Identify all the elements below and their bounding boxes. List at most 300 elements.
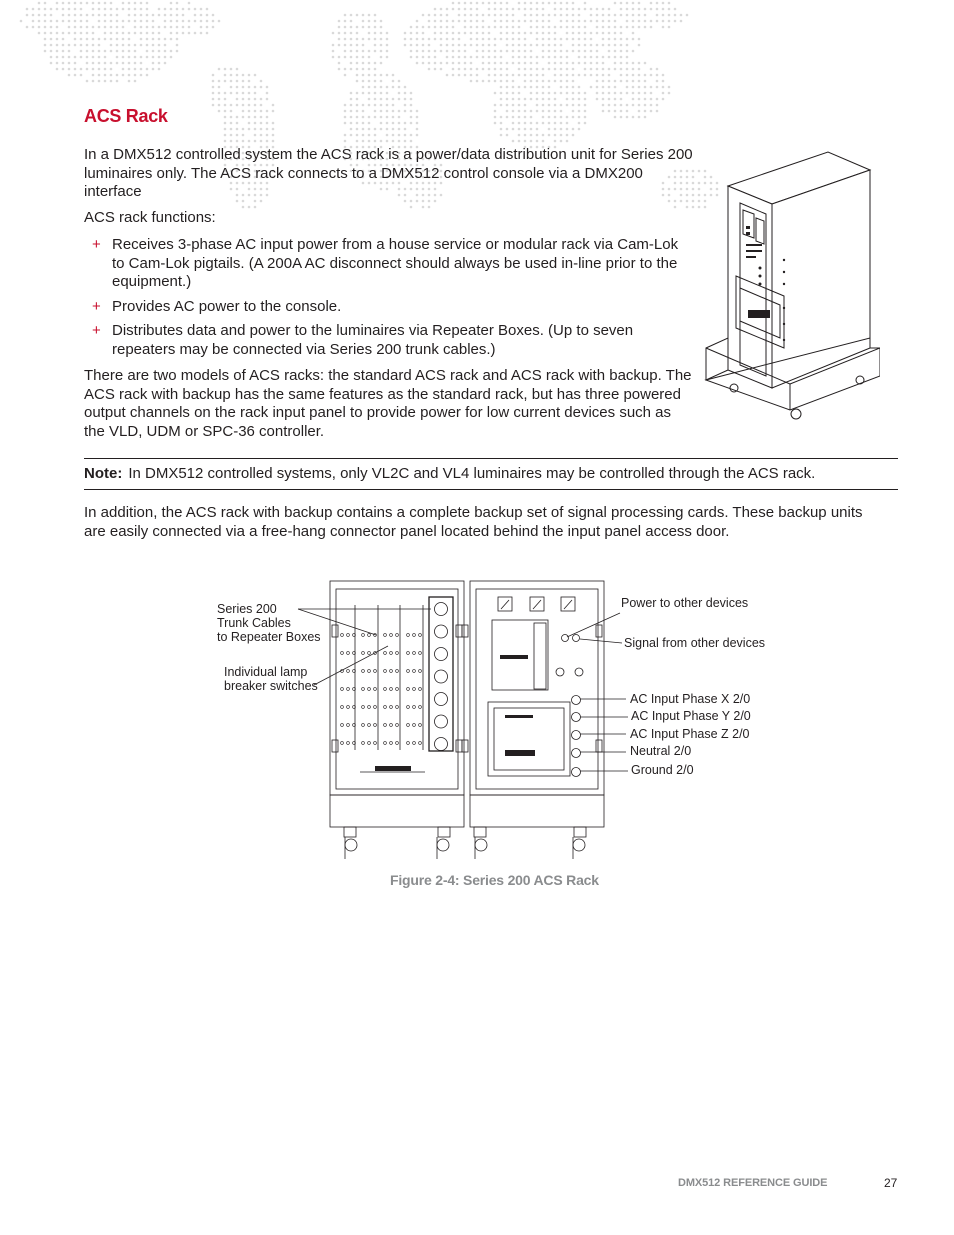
map-dot xyxy=(434,20,437,23)
map-dot xyxy=(614,26,617,29)
map-dot xyxy=(56,56,59,59)
breaker-switch xyxy=(419,724,422,727)
map-dot xyxy=(374,38,377,41)
map-dot xyxy=(632,8,635,11)
map-dot xyxy=(518,32,521,35)
map-dot xyxy=(590,8,593,11)
map-dot xyxy=(458,44,461,47)
map-dot xyxy=(590,56,593,59)
map-dot xyxy=(68,62,71,65)
map-dot xyxy=(572,68,575,71)
map-dot xyxy=(134,20,137,23)
map-dot xyxy=(416,128,419,131)
map-dot xyxy=(242,104,245,107)
breaker-switch xyxy=(341,688,344,691)
map-dot xyxy=(428,26,431,29)
map-dot xyxy=(656,110,659,113)
map-dot xyxy=(380,62,383,65)
map-dot xyxy=(518,26,521,29)
map-dot xyxy=(398,92,401,95)
map-dot xyxy=(122,74,125,77)
map-dot xyxy=(620,98,623,101)
map-dot xyxy=(224,116,227,119)
map-dot xyxy=(530,80,533,83)
map-dot xyxy=(500,2,503,5)
map-dot xyxy=(518,2,521,5)
map-dot xyxy=(446,50,449,53)
map-dot xyxy=(632,68,635,71)
map-dot xyxy=(578,14,581,17)
map-dot xyxy=(596,98,599,101)
map-dot xyxy=(644,86,647,89)
map-dot xyxy=(188,32,191,35)
map-dot xyxy=(404,32,407,35)
map-dot xyxy=(116,8,119,11)
map-dot xyxy=(668,86,671,89)
map-dot xyxy=(74,32,77,35)
map-dot xyxy=(440,8,443,11)
map-dot xyxy=(614,68,617,71)
map-dot xyxy=(524,50,527,53)
map-dot xyxy=(110,14,113,17)
map-dot xyxy=(470,20,473,23)
map-dot xyxy=(596,8,599,11)
map-dot xyxy=(572,128,575,131)
map-dot xyxy=(626,116,629,119)
map-dot xyxy=(362,50,365,53)
map-dot xyxy=(230,140,233,143)
map-dot xyxy=(572,86,575,89)
map-dot xyxy=(350,98,353,101)
map-dot xyxy=(224,128,227,131)
map-dot xyxy=(488,56,491,59)
map-dot xyxy=(470,2,473,5)
map-dot xyxy=(26,26,29,29)
map-dot xyxy=(596,62,599,65)
map-dot xyxy=(656,86,659,89)
map-dot xyxy=(488,26,491,29)
map-dot xyxy=(398,128,401,131)
map-dot xyxy=(416,26,419,29)
map-dot xyxy=(518,68,521,71)
map-dot xyxy=(128,20,131,23)
map-dot xyxy=(50,50,53,53)
map-dot xyxy=(62,14,65,17)
map-dot xyxy=(494,122,497,125)
map-dot xyxy=(140,2,143,5)
map-dot xyxy=(506,110,509,113)
map-dot xyxy=(392,116,395,119)
map-dot xyxy=(74,62,77,65)
map-dot xyxy=(590,32,593,35)
map-dot xyxy=(608,20,611,23)
map-dot xyxy=(506,92,509,95)
map-dot xyxy=(608,44,611,47)
map-dot xyxy=(584,68,587,71)
map-dot xyxy=(530,44,533,47)
map-dot xyxy=(608,50,611,53)
map-dot xyxy=(368,140,371,143)
map-dot xyxy=(422,56,425,59)
map-dot xyxy=(98,14,101,17)
map-dot xyxy=(548,50,551,53)
map-dot xyxy=(74,38,77,41)
breaker-switch xyxy=(368,724,371,727)
map-dot xyxy=(566,26,569,29)
breaker-switch xyxy=(419,742,422,745)
map-dot xyxy=(572,8,575,11)
map-dot xyxy=(380,20,383,23)
map-dot xyxy=(578,20,581,23)
map-dot xyxy=(356,128,359,131)
breaker-switch xyxy=(413,742,416,745)
map-dot xyxy=(458,2,461,5)
map-dot xyxy=(350,14,353,17)
map-dot xyxy=(446,74,449,77)
map-dot xyxy=(236,140,239,143)
map-dot xyxy=(404,104,407,107)
map-dot xyxy=(464,2,467,5)
map-dot xyxy=(470,32,473,35)
map-dot xyxy=(536,62,539,65)
map-dot xyxy=(434,14,437,17)
map-dot xyxy=(584,2,587,5)
map-dot xyxy=(86,32,89,35)
map-dot xyxy=(542,86,545,89)
map-dot xyxy=(638,86,641,89)
map-dot xyxy=(236,68,239,71)
map-dot xyxy=(464,62,467,65)
map-dot xyxy=(566,2,569,5)
breaker-switch xyxy=(384,742,387,745)
map-dot xyxy=(536,20,539,23)
map-dot xyxy=(458,38,461,41)
map-dot xyxy=(662,86,665,89)
map-dot xyxy=(92,80,95,83)
map-dot xyxy=(584,38,587,41)
map-dot xyxy=(566,50,569,53)
map-dot xyxy=(32,26,35,29)
map-dot xyxy=(566,68,569,71)
map-dot xyxy=(368,104,371,107)
map-dot xyxy=(488,44,491,47)
map-dot xyxy=(602,104,605,107)
map-dot xyxy=(536,86,539,89)
map-dot xyxy=(374,80,377,83)
map-dot xyxy=(542,134,545,137)
breaker-switch xyxy=(374,670,377,673)
map-dot xyxy=(80,56,83,59)
map-dot xyxy=(554,38,557,41)
map-dot xyxy=(476,50,479,53)
map-dot xyxy=(380,56,383,59)
map-dot xyxy=(158,62,161,65)
map-dot xyxy=(530,2,533,5)
breaker-switch xyxy=(384,634,387,637)
map-dot xyxy=(500,20,503,23)
map-dot xyxy=(392,134,395,137)
map-dot xyxy=(422,14,425,17)
map-dot xyxy=(554,56,557,59)
map-dot xyxy=(572,32,575,35)
map-dot xyxy=(80,2,83,5)
map-dot xyxy=(560,56,563,59)
map-dot xyxy=(656,8,659,11)
map-dot xyxy=(38,8,41,11)
map-dot xyxy=(116,62,119,65)
map-dot xyxy=(386,104,389,107)
map-dot xyxy=(392,74,395,77)
map-dot xyxy=(530,26,533,29)
map-dot xyxy=(524,20,527,23)
map-dot xyxy=(194,32,197,35)
map-dot xyxy=(266,128,269,131)
map-dot xyxy=(410,32,413,35)
map-dot xyxy=(386,50,389,53)
map-dot xyxy=(644,26,647,29)
breaker-switch xyxy=(390,688,393,691)
callout-breakers xyxy=(224,665,318,693)
map-dot xyxy=(536,140,539,143)
map-dot xyxy=(674,8,677,11)
map-dot xyxy=(446,14,449,17)
map-dot xyxy=(428,62,431,65)
map-dot xyxy=(620,8,623,11)
map-dot xyxy=(548,122,551,125)
breaker-switch xyxy=(341,634,344,637)
map-dot xyxy=(392,98,395,101)
map-dot xyxy=(110,62,113,65)
map-dot xyxy=(368,50,371,53)
map-dot xyxy=(494,38,497,41)
map-dot xyxy=(164,14,167,17)
breaker-switch xyxy=(396,652,399,655)
map-dot xyxy=(122,56,125,59)
map-dot xyxy=(170,56,173,59)
trunk-connector xyxy=(435,693,448,706)
map-dot xyxy=(608,32,611,35)
map-dot xyxy=(176,44,179,47)
map-dot xyxy=(86,26,89,29)
map-dot xyxy=(350,128,353,131)
map-dot xyxy=(536,8,539,11)
map-dot xyxy=(590,44,593,47)
map-dot xyxy=(140,74,143,77)
map-dot xyxy=(212,104,215,107)
map-dot xyxy=(614,104,617,107)
map-dot xyxy=(560,110,563,113)
map-dot xyxy=(458,62,461,65)
map-dot xyxy=(650,74,653,77)
map-dot xyxy=(152,14,155,17)
map-dot xyxy=(644,74,647,77)
map-dot xyxy=(488,74,491,77)
map-dot xyxy=(512,116,515,119)
map-dot xyxy=(344,26,347,29)
map-dot xyxy=(650,2,653,5)
map-dot xyxy=(506,44,509,47)
map-dot xyxy=(392,80,395,83)
map-dot xyxy=(104,2,107,5)
map-dot xyxy=(584,56,587,59)
map-dot xyxy=(446,32,449,35)
map-dot xyxy=(662,14,665,17)
map-dot xyxy=(44,2,47,5)
map-dot xyxy=(614,14,617,17)
map-dot xyxy=(224,74,227,77)
map-dot xyxy=(614,116,617,119)
map-dot xyxy=(560,62,563,65)
map-dot xyxy=(248,140,251,143)
map-dot xyxy=(542,122,545,125)
map-dot xyxy=(350,50,353,53)
map-dot xyxy=(548,110,551,113)
map-dot xyxy=(104,62,107,65)
map-dot xyxy=(80,68,83,71)
breaker-switch xyxy=(368,706,371,709)
map-dot xyxy=(218,68,221,71)
map-dot xyxy=(116,38,119,41)
map-dot xyxy=(158,14,161,17)
breaker-switch xyxy=(362,670,365,673)
map-dot xyxy=(350,122,353,125)
map-dot xyxy=(440,44,443,47)
map-dot xyxy=(74,8,77,11)
map-dot xyxy=(236,128,239,131)
map-dot xyxy=(380,104,383,107)
map-dot xyxy=(512,140,515,143)
map-dot xyxy=(506,98,509,101)
map-dot xyxy=(536,32,539,35)
map-dot xyxy=(548,104,551,107)
map-dot xyxy=(380,80,383,83)
map-dot xyxy=(650,110,653,113)
map-dot xyxy=(218,86,221,89)
map-dot xyxy=(542,2,545,5)
map-dot xyxy=(338,56,341,59)
map-dot xyxy=(266,92,269,95)
map-dot xyxy=(566,86,569,89)
map-dot xyxy=(50,26,53,29)
map-dot xyxy=(518,44,521,47)
map-dot xyxy=(536,56,539,59)
map-dot xyxy=(668,92,671,95)
map-dot xyxy=(254,98,257,101)
breaker-switch xyxy=(413,670,416,673)
callout-line: to Repeater Boxes xyxy=(217,630,321,644)
breaker-switch xyxy=(396,688,399,691)
functions-label: ACS rack functions: xyxy=(84,209,216,226)
map-dot xyxy=(356,140,359,143)
map-dot xyxy=(584,50,587,53)
map-dot xyxy=(578,86,581,89)
map-dot xyxy=(158,38,161,41)
map-dot xyxy=(254,128,257,131)
map-dot xyxy=(626,50,629,53)
map-dot xyxy=(560,128,563,131)
map-dot xyxy=(572,62,575,65)
map-dot xyxy=(62,62,65,65)
map-dot xyxy=(182,14,185,17)
map-dot xyxy=(620,14,623,17)
map-dot xyxy=(248,110,251,113)
map-dot xyxy=(386,74,389,77)
map-dot xyxy=(122,20,125,23)
breaker-switch xyxy=(396,724,399,727)
map-dot xyxy=(500,86,503,89)
map-dot xyxy=(38,20,41,23)
map-dot xyxy=(446,8,449,11)
map-dot xyxy=(626,38,629,41)
map-dot xyxy=(428,50,431,53)
map-dot xyxy=(596,26,599,29)
map-dot xyxy=(530,20,533,23)
map-dot xyxy=(374,20,377,23)
map-dot xyxy=(482,14,485,17)
map-dot xyxy=(530,14,533,17)
map-dot xyxy=(602,62,605,65)
map-dot xyxy=(452,56,455,59)
map-dot xyxy=(50,62,53,65)
map-dot xyxy=(506,8,509,11)
map-dot xyxy=(524,110,527,113)
map-dot xyxy=(524,98,527,101)
map-dot xyxy=(86,38,89,41)
intro-paragraph: In a DMX512 controlled system the ACS rack is a power/data distribution unit for Series 200 luminaires only. The ACS rack connects to a DMX512 control console via a DMX200 interface xyxy=(84,146,693,201)
map-dot xyxy=(626,2,629,5)
map-dot xyxy=(182,32,185,35)
map-dot xyxy=(572,104,575,107)
map-dot xyxy=(506,86,509,89)
map-dot xyxy=(596,56,599,59)
map-dot xyxy=(206,32,209,35)
map-dot xyxy=(596,20,599,23)
map-dot xyxy=(560,86,563,89)
map-dot xyxy=(380,26,383,29)
map-dot xyxy=(122,62,125,65)
map-dot xyxy=(602,86,605,89)
callout-line: Individual lamp xyxy=(224,665,308,679)
map-dot xyxy=(560,80,563,83)
map-dot xyxy=(254,122,257,125)
map-dot xyxy=(80,38,83,41)
map-dot xyxy=(386,134,389,137)
map-dot xyxy=(86,62,89,65)
map-dot xyxy=(608,68,611,71)
map-dot xyxy=(596,74,599,77)
map-dot xyxy=(638,68,641,71)
map-dot xyxy=(464,8,467,11)
map-dot xyxy=(560,140,563,143)
map-dot xyxy=(86,56,89,59)
map-dot xyxy=(140,32,143,35)
map-dot xyxy=(362,122,365,125)
map-dot xyxy=(146,68,149,71)
map-dot xyxy=(542,98,545,101)
map-dot xyxy=(170,2,173,5)
map-dot xyxy=(362,134,365,137)
map-dot xyxy=(266,86,269,89)
map-dot xyxy=(560,68,563,71)
map-dot xyxy=(608,104,611,107)
map-dot xyxy=(536,74,539,77)
map-dot xyxy=(386,32,389,35)
map-dot xyxy=(584,62,587,65)
breaker-switch xyxy=(347,652,350,655)
map-dot xyxy=(686,14,689,17)
map-dot xyxy=(548,116,551,119)
map-dot xyxy=(176,2,179,5)
